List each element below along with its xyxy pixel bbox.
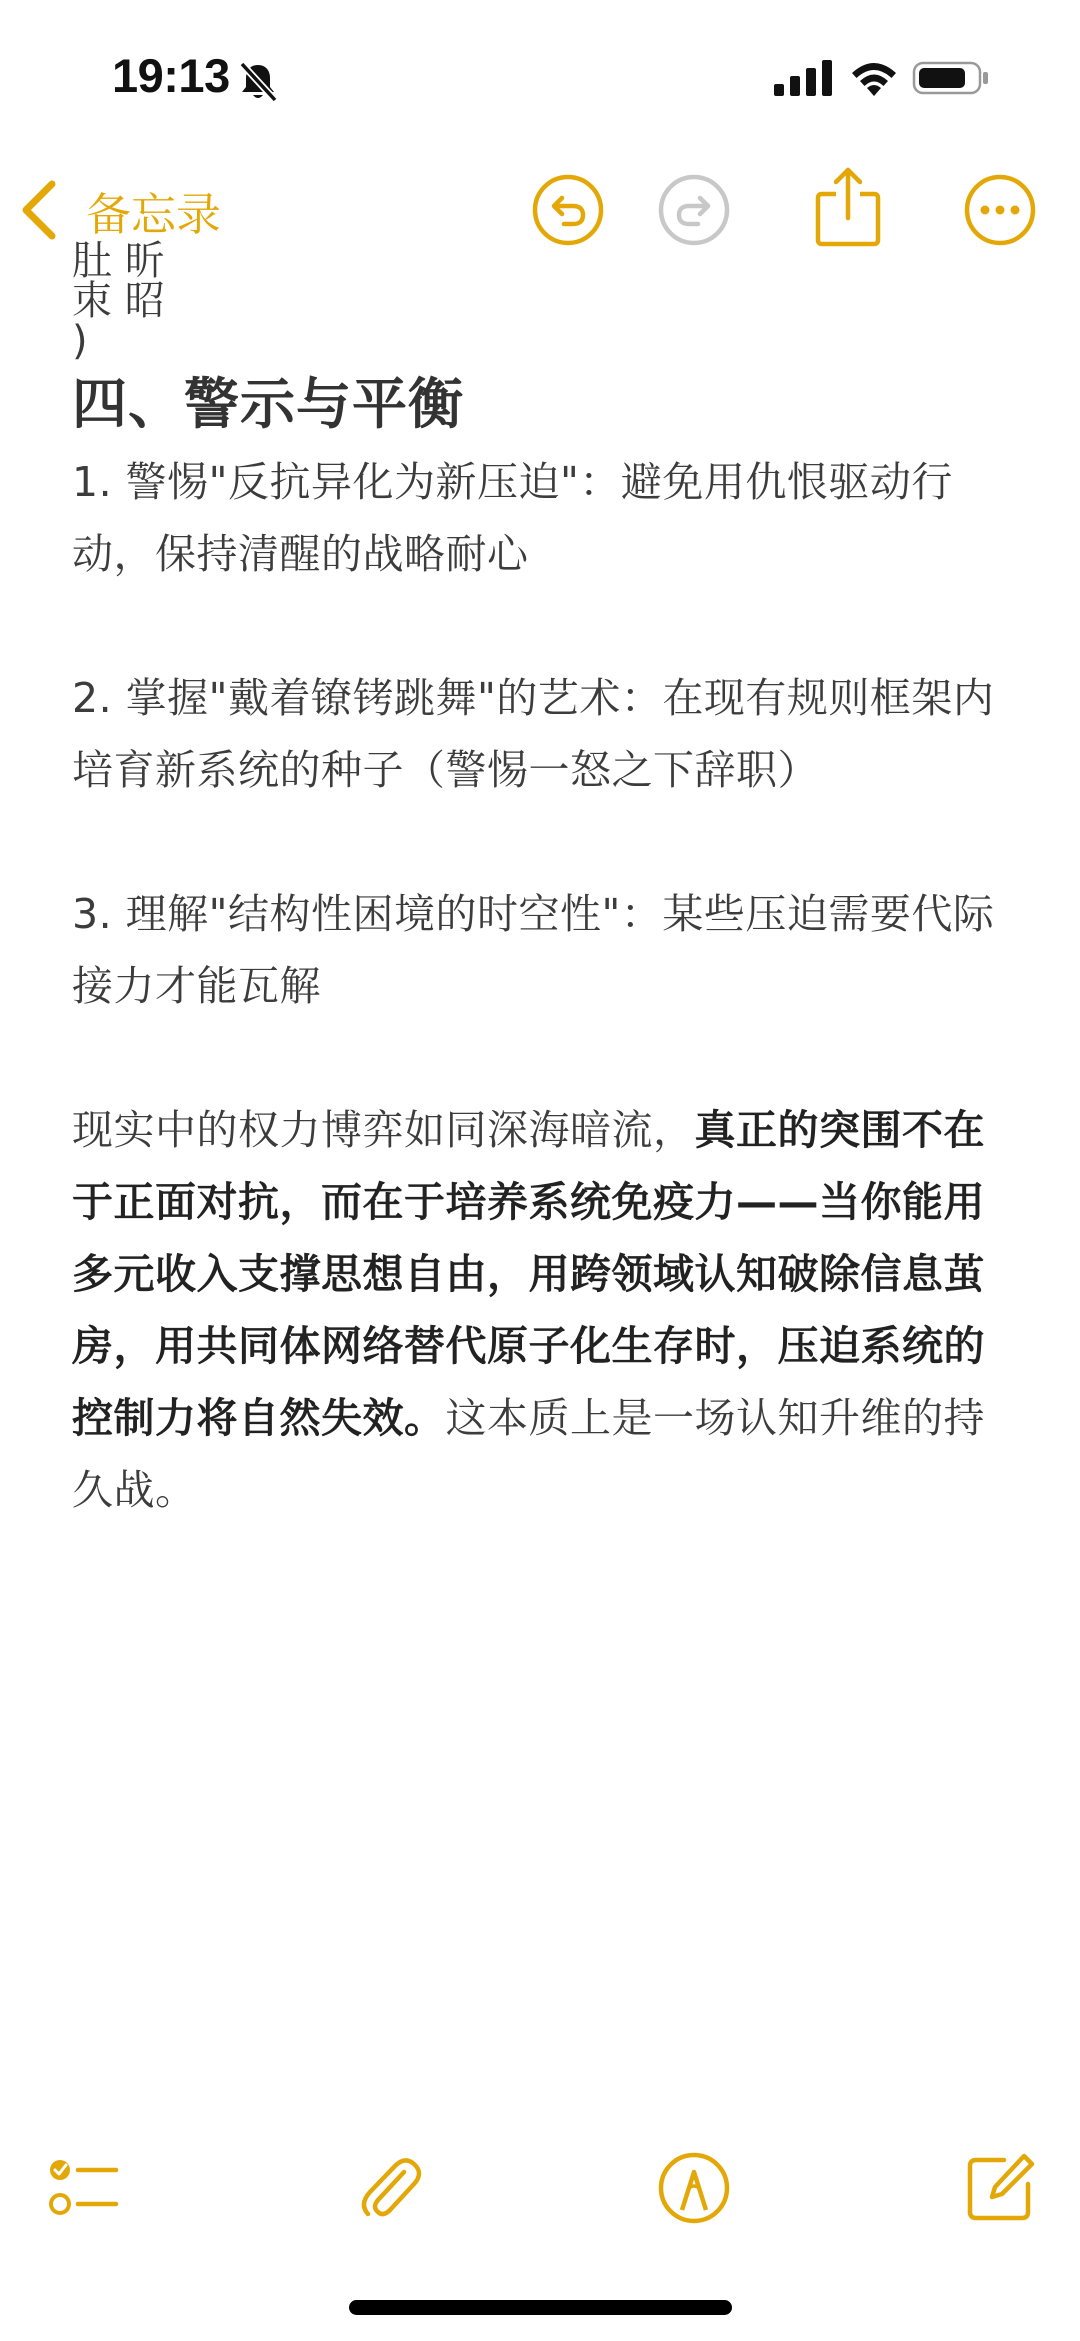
list-item: 3. 理解"结构性困境的时空性"：某些压迫需要代际接力才能瓦解 [72, 890, 995, 1010]
markup-pen-icon[interactable] [656, 2150, 732, 2226]
undo-icon[interactable] [530, 172, 606, 248]
compose-icon[interactable] [962, 2150, 1038, 2226]
conclusion-bold: 真正的突围不在于正面对抗，而在于培养系统免疫力——当你能用多元收入支撑思想自由，用跨领域认知破除信息茧房，用共同体网络替代原子化生存时，压迫系统的控制力将自然失效。 [72, 1106, 985, 1442]
bell-slash-icon [236, 60, 280, 104]
bottom-toolbar [0, 2140, 1080, 2250]
checklist-icon[interactable] [46, 2150, 122, 2226]
battery-icon [912, 58, 990, 98]
list-item: 2. 掌握"戴着镣铐跳舞"的艺术：在现有规则框架内培育新系统的种子（警惕一怒之下辞职） [72, 674, 995, 794]
share-icon[interactable] [812, 164, 884, 248]
status-time: 19:13 [112, 49, 230, 102]
conclusion-suffix: 这本质上是一场认知升维的持久战。 [72, 1394, 985, 1514]
note-heading: 四、警示与平衡 [72, 372, 465, 436]
chevron-left-icon [18, 178, 62, 242]
redo-icon[interactable] [656, 172, 732, 248]
wifi-icon [848, 58, 900, 98]
conclusion-paragraph [72, 1094, 1022, 1526]
list-item: 1. 警惕"反抗异化为新压迫"：避免用仇恨驱动行动，保持清醒的战略耐心 [72, 458, 953, 578]
more-icon[interactable] [962, 172, 1038, 248]
cellular-signal-icon [772, 58, 834, 98]
conclusion-prefix: 现实中的权力博弈如同深海暗流， [72, 1106, 695, 1154]
scrolled-text-fragment: 肚 昕 朿 昭 ) [72, 238, 165, 364]
paperclip-icon[interactable] [352, 2150, 428, 2226]
back-label: 备忘录 [86, 187, 222, 241]
status-bar [0, 0, 1080, 150]
home-indicator[interactable] [349, 2300, 732, 2315]
note-body[interactable] [72, 362, 1022, 1526]
